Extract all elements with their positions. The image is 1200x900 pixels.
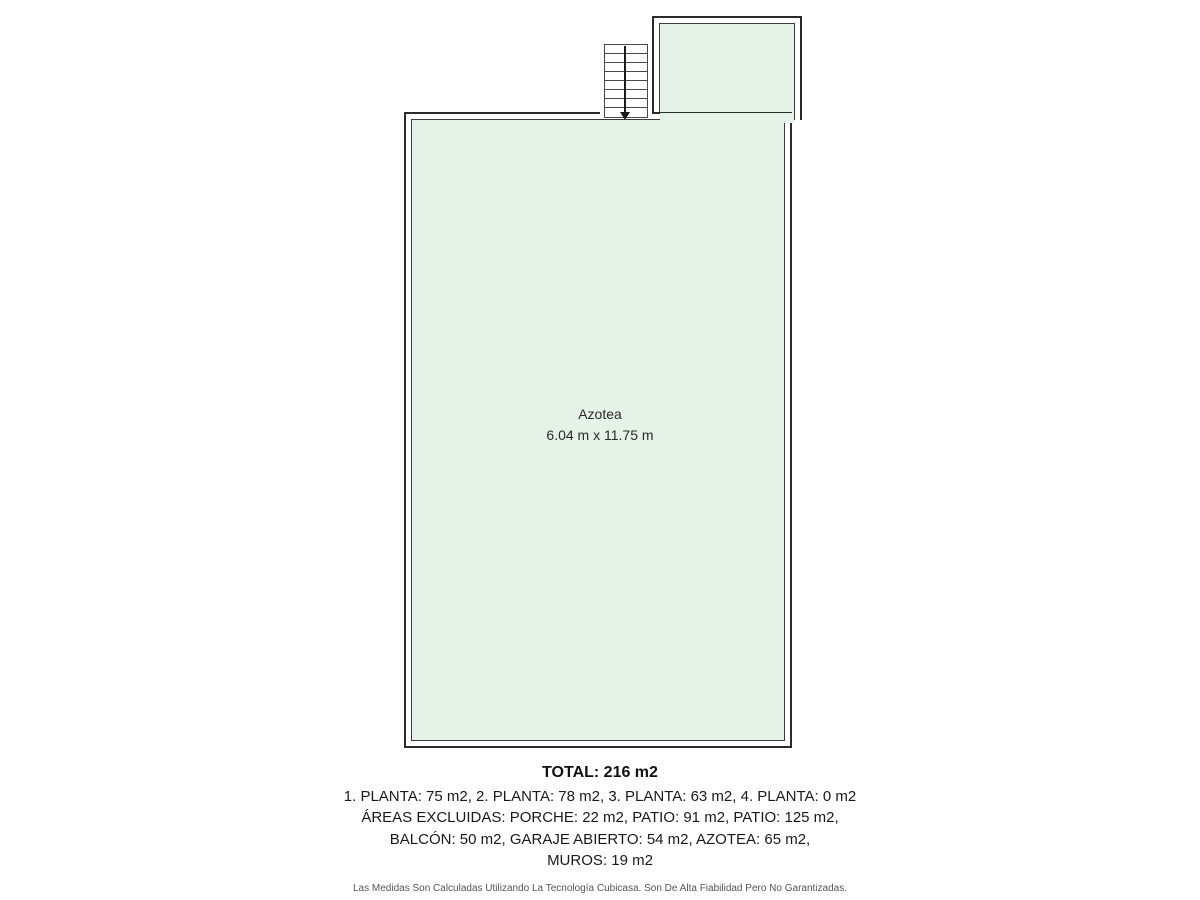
total-area: TOTAL: 216 m2 xyxy=(542,764,658,781)
measurement-disclaimer: Las Medidas Son Calculadas Utilizando La Tecnología Cubicasa. Son De Alta Fiabilidad Pero No Garantizadas. xyxy=(353,883,847,895)
area-summary xyxy=(0,764,1200,894)
room-dimensions: 6.04 m x 11.75 m xyxy=(546,427,654,443)
annex-junction-fill xyxy=(660,113,794,123)
annex-inner-area xyxy=(659,23,795,120)
stairs-direction-arrow-icon xyxy=(624,46,626,114)
summary-line-1: 1. PLANTA: 75 m2, 2. PLANTA: 78 m2, 3. PLANTA: 63 m2, 4. PLANTA: 0 m2 xyxy=(343,788,857,805)
summary-line-4: MUROS: 19 m2 xyxy=(547,851,653,869)
staircase-icon xyxy=(604,44,648,118)
room-name: Azotea xyxy=(578,406,622,422)
summary-line-2: ÁREAS EXCLUIDAS: PORCHE: 22 m2, PATIO: 91 m2, PATIO: 125 m2, xyxy=(361,809,839,827)
room-label-azotea xyxy=(460,404,740,446)
summary-line-3: BALCÓN: 50 m2, GARAJE ABIERTO: 54 m2, AZOTEA: 65 m2, xyxy=(389,830,811,848)
